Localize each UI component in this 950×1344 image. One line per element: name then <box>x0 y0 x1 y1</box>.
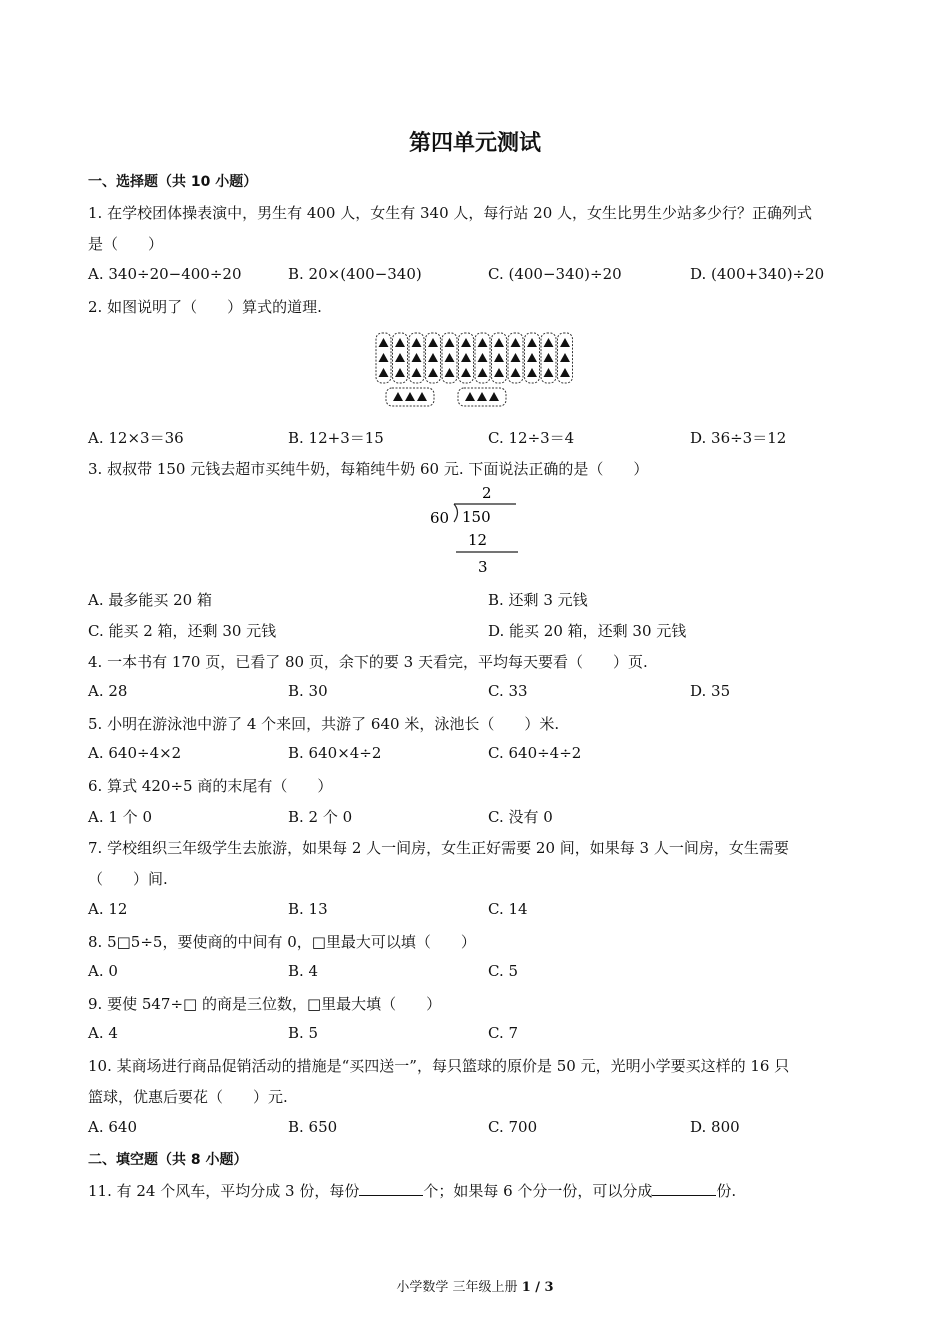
triangle-icon <box>395 338 405 347</box>
question-10-line-2: 篮球，优惠后要花（ ）元. <box>88 1088 288 1106</box>
triangle-icon <box>478 368 488 377</box>
triangle-icon <box>527 368 537 377</box>
answer-blank-1[interactable] <box>359 1181 423 1196</box>
question-6-option-a: A. 1 个 0 <box>88 808 152 826</box>
question-11 <box>88 1180 736 1201</box>
question-1-option-d: D. (400+340)÷20 <box>690 265 825 283</box>
triangle-icon <box>412 338 422 347</box>
triangle-icon <box>494 338 504 347</box>
question-2-option-c: C. 12÷3＝4 <box>488 429 575 447</box>
question-4-option-c: C. 33 <box>488 682 528 700</box>
long-division-figure <box>428 482 522 578</box>
answer-blank-2[interactable] <box>652 1181 716 1196</box>
triangle-icon <box>428 368 438 377</box>
question-4-option-b: B. 30 <box>288 682 328 700</box>
triangle-groups-figure <box>372 330 580 412</box>
triangle-icon <box>489 392 499 401</box>
division-divisor: 60 <box>430 509 450 527</box>
triangle-icon <box>412 353 422 362</box>
question-1-line-1: 1. 在学校团体操表演中，男生有 400 人，女生有 340 人，每行站 20 人，女生比男生少站多少行？正确列式 <box>88 204 813 222</box>
triangle-icon <box>511 368 521 377</box>
triangle-icon <box>445 368 455 377</box>
question-8-option-a: A. 0 <box>88 962 118 980</box>
question-11-part-2: 个；如果每 6 个分一份，可以分成 <box>423 1182 653 1200</box>
question-7-line-1: 7. 学校组织三年级学生去旅游，如果每 2 人一间房，女生正好需要 20 间，如果每 3 人一间房，女生需要 <box>88 839 789 857</box>
triangle-icon <box>560 353 570 362</box>
triangle-icon <box>465 392 475 401</box>
triangle-icon <box>445 353 455 362</box>
question-3-option-d: D. 能买 20 箱，还剩 30 元钱 <box>488 622 687 640</box>
division-dividend: 150 <box>462 508 491 526</box>
triangle-icon <box>412 368 422 377</box>
triangle-icon <box>477 392 487 401</box>
question-2-option-a: A. 12×3＝36 <box>88 429 184 447</box>
question-1-line-2: 是（ ） <box>88 235 164 253</box>
question-9-option-a: A. 4 <box>88 1024 118 1042</box>
question-2-option-b: B. 12+3＝15 <box>288 429 384 447</box>
question-1-option-a: A. 340÷20−400÷20 <box>88 265 242 283</box>
division-remainder: 3 <box>478 558 488 576</box>
page-footer <box>0 1276 950 1295</box>
triangle-icon <box>560 338 570 347</box>
question-7-line-2: （ ）间. <box>88 870 168 888</box>
triangle-icon <box>461 353 471 362</box>
question-10-option-b: B. 650 <box>288 1118 338 1136</box>
triangle-icon <box>445 338 455 347</box>
question-8-option-c: C. 5 <box>488 962 519 980</box>
footer-text: 小学数学 三年级上册 <box>396 1280 522 1295</box>
division-product: 12 <box>468 531 488 549</box>
triangle-icon <box>405 392 415 401</box>
question-7-option-c: C. 14 <box>488 900 528 918</box>
question-10-line-1: 10. 某商场进行商品促销活动的措施是“买四送一”，每只篮球的原价是 50 元，光明小学要买这样的 16 只 <box>88 1057 790 1075</box>
question-5-option-a: A. 640÷4×2 <box>88 744 182 762</box>
question-5-option-b: B. 640×4÷2 <box>288 744 382 762</box>
page-title: 第四单元测试 <box>408 131 541 156</box>
triangle-icon <box>428 353 438 362</box>
triangle-icon <box>417 392 427 401</box>
question-4-option-d: D. 35 <box>690 682 731 700</box>
triangle-icon <box>395 353 405 362</box>
triangle-icon <box>560 368 570 377</box>
section-heading-choice: 一、选择题（共 10 小题） <box>88 174 258 190</box>
question-9-option-b: B. 5 <box>288 1024 319 1042</box>
triangle-icon <box>395 368 405 377</box>
triangle-icon <box>379 338 389 347</box>
question-2-line-1: 2. 如图说明了（ ）算式的道理. <box>88 298 322 316</box>
question-3-option-c: C. 能买 2 箱，还剩 30 元钱 <box>88 622 277 640</box>
question-9-option-c: C. 7 <box>488 1024 519 1042</box>
triangle-icon <box>494 353 504 362</box>
triangle-icon <box>478 338 488 347</box>
question-3-option-a: A. 最多能买 20 箱 <box>88 591 212 609</box>
division-quotient: 2 <box>482 484 492 502</box>
question-8-option-b: B. 4 <box>288 962 319 980</box>
triangle-icon <box>461 368 471 377</box>
triangle-icon <box>544 353 554 362</box>
triangle-icon <box>379 368 389 377</box>
question-6-option-c: C. 没有 0 <box>488 808 553 826</box>
triangle-icon <box>428 338 438 347</box>
question-1-option-c: C. (400−340)÷20 <box>488 265 622 283</box>
triangle-icon <box>544 338 554 347</box>
question-1-option-b: B. 20×(400−340) <box>288 265 422 283</box>
triangle-icon <box>393 392 403 401</box>
question-3-option-b: B. 还剩 3 元钱 <box>488 591 588 609</box>
question-5-option-c: C. 640÷4÷2 <box>488 744 582 762</box>
question-3-line-1: 3. 叔叔带 150 元钱去超市买纯牛奶，每箱纯牛奶 60 元. 下面说法正确的是（ ） <box>88 460 649 478</box>
triangle-icon <box>461 338 471 347</box>
question-7-option-b: B. 13 <box>288 900 328 918</box>
question-11-part-3: 份. <box>716 1182 737 1200</box>
question-6-option-b: B. 2 个 0 <box>288 808 353 826</box>
question-5-line-1: 5. 小明在游泳池中游了 4 个来回，共游了 640 米，泳池长（ ）米. <box>88 715 560 733</box>
section-heading-fill: 二、填空题（共 8 小题） <box>88 1152 248 1168</box>
question-4-line-1: 4. 一本书有 170 页，已看了 80 页，余下的要 3 天看完，平均每天要看（ ）页. <box>88 653 648 671</box>
question-9-line-1: 9. 要使 547÷□ 的商是三位数，□里最大填（ ） <box>88 995 442 1013</box>
question-10-option-c: C. 700 <box>488 1118 538 1136</box>
question-8-line-1: 8. 5□5÷5，要使商的中间有 0，□里最大可以填（ ） <box>88 933 476 951</box>
triangle-icon <box>494 368 504 377</box>
triangle-icon <box>379 353 389 362</box>
question-10-option-d: D. 800 <box>690 1118 740 1136</box>
triangle-icon <box>511 353 521 362</box>
triangle-icon <box>544 368 554 377</box>
question-10-option-a: A. 640 <box>88 1118 137 1136</box>
question-7-option-a: A. 12 <box>88 900 128 918</box>
triangle-icon <box>478 353 488 362</box>
question-6-line-1: 6. 算式 420÷5 商的末尾有（ ） <box>88 777 333 795</box>
triangle-icon <box>511 338 521 347</box>
triangle-icon <box>527 338 537 347</box>
page-number: 1 / 3 <box>521 1280 554 1295</box>
triangle-icon <box>527 353 537 362</box>
question-2-option-d: D. 36÷3＝12 <box>690 429 787 447</box>
question-4-option-a: A. 28 <box>88 682 128 700</box>
question-11-part-1: 11. 有 24 个风车，平均分成 3 份，每份 <box>88 1182 360 1200</box>
